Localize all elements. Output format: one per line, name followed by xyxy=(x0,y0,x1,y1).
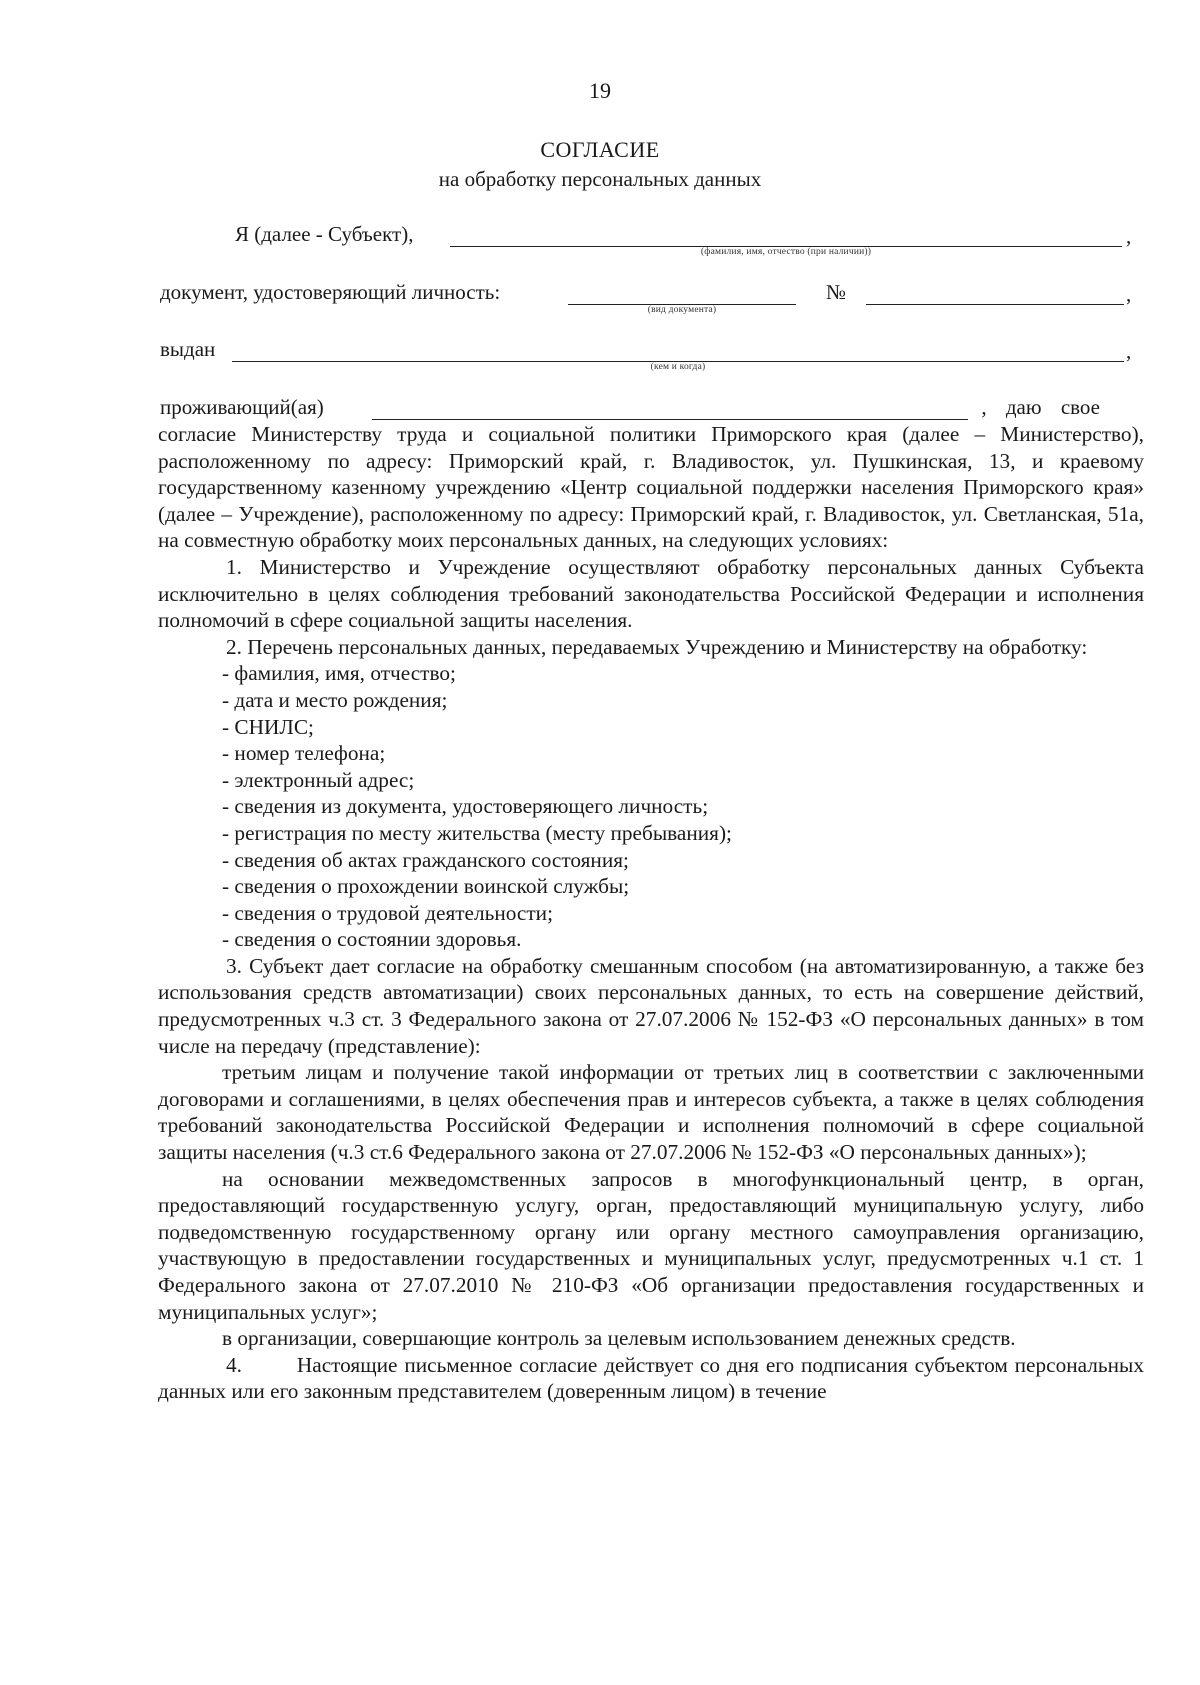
list-item: - регистрация по месту жительства (месту пребывания); xyxy=(222,820,732,845)
issued-comma: , xyxy=(1126,339,1132,363)
personal-data-list xyxy=(158,660,1144,953)
residing-address-line[interactable] xyxy=(372,397,968,420)
paragraph-3: 3. Субъект дает согласие на обработку смешанным способом (на автоматизированную, а также без использования средств автоматизации) своих персональных данных, то есть на совершение действий, предусмотренных ч.3 ст. 3 Федерального закона от 27.07.2006 № 152-ФЗ «О персональных данных» в том числе на передачу (представление): xyxy=(158,953,1144,1058)
residing-label: проживающий(ая) xyxy=(160,395,324,419)
document-field-row xyxy=(160,280,1132,315)
document-hint: (вид документа) xyxy=(647,305,717,315)
subject-hint: (фамилия, имя, отчество (при наличии)) xyxy=(700,247,872,257)
document-type-line[interactable] xyxy=(568,282,796,305)
document-comma: , xyxy=(1126,282,1132,306)
paragraph-4: 4. Настоящие письменное согласие действует со дня его подписания субъектом персональных данных или его законным представителем (доверенным лицом) в течение xyxy=(158,1352,1150,1404)
issued-label: выдан xyxy=(160,337,216,361)
list-item: - сведения о трудовой деятельности; xyxy=(222,900,553,925)
list-item: - дата и место рождения; xyxy=(222,687,448,712)
list-item: - сведения из документа, удостоверяющего личность; xyxy=(222,794,709,819)
paragraph-3c: в организации, совершающие контроль за целевым использованием денежных средств. xyxy=(222,1326,1016,1351)
document-number-line[interactable] xyxy=(866,282,1124,305)
paragraph-3a: третьим лицам и получение такой информации от третьих лиц в соответствии с заключенными договорами и соглашениями, в целях обеспечения прав и интересов субъекта, а также в целях соблюдения требований законодательства Российской Федерации и исполнения полномочий в сфере социальной защиты населения (ч.3 ст.6 Федерального закона от 27.07.2006 № 152-ФЗ «О персональных данных»); xyxy=(158,1060,1144,1165)
intro-tail: , даю свое xyxy=(981,395,1100,419)
subject-field-row xyxy=(160,222,1132,257)
subject-comma: , xyxy=(1126,224,1132,248)
intro-paragraph: согласие Министерству труда и социальной политики Приморского края (далее – Министерство), расположенному по адресу: Приморский край, г. Владивосток, ул. Пушкинская, 13, и краевому государственному казенному учреждению «Центр социальной поддержки населения Приморского края» (далее – Учреждение), расположенному по адресу: Приморский край, г. Владивосток, ул. Светланская, 51а, на совместную обработку моих персональных данных, на следующих условиях: xyxy=(158,422,1144,553)
paragraph-1: 1. Министерство и Учреждение осуществляют обработку персональных данных Субъекта исключительно в целях соблюдения требований законодательства Российской Федерации и исполнения полномочий в сфере социальной защиты населения. xyxy=(158,554,1144,633)
issued-hint: (кем и когда) xyxy=(650,362,706,372)
subject-label: Я (далее - Субъект), xyxy=(235,222,414,246)
issued-field-row xyxy=(160,337,1132,372)
issued-line[interactable] xyxy=(232,339,1124,362)
list-item: - фамилия, имя, отчество; xyxy=(222,661,456,686)
page-number: 19 xyxy=(589,78,611,103)
document-subtitle: на обработку персональных данных xyxy=(438,167,762,191)
paragraph-2: 2. Перечень персональных данных, передаваемых Учреждению и Министерству на обработку: xyxy=(226,634,1088,659)
number-label: № xyxy=(826,280,847,304)
list-item: - номер телефона; xyxy=(222,741,386,766)
subject-name-line[interactable] xyxy=(450,224,1122,247)
list-item: - СНИЛС; xyxy=(222,714,314,739)
list-item: - сведения о прохождении воинской службы; xyxy=(222,874,630,899)
document-body xyxy=(158,421,1150,1405)
document-title: СОГЛАСИЕ xyxy=(540,137,660,162)
list-item: - сведения о состоянии здоровья. xyxy=(222,927,522,952)
list-item: - сведения об актах гражданского состояния; xyxy=(222,847,629,872)
list-item: - электронный адрес; xyxy=(222,767,415,792)
paragraph-3b: на основании межведомственных запросов в многофункциональный центр, в орган, предоставляющий государственную услугу, орган, предоставляющий муниципальную услугу, либо подведомственную государственному органу или органу местного самоуправления организацию, участвующую в предоставлении государственных и муниципальных услуг, предусмотренных ч.1 ст. 1 Федерального закона от 27.07.2010 № 210-ФЗ «Об организации предоставления государственных и муниципальных услуг»; xyxy=(158,1166,1144,1324)
document-label: документ, удостоверяющий личность: xyxy=(160,280,501,304)
